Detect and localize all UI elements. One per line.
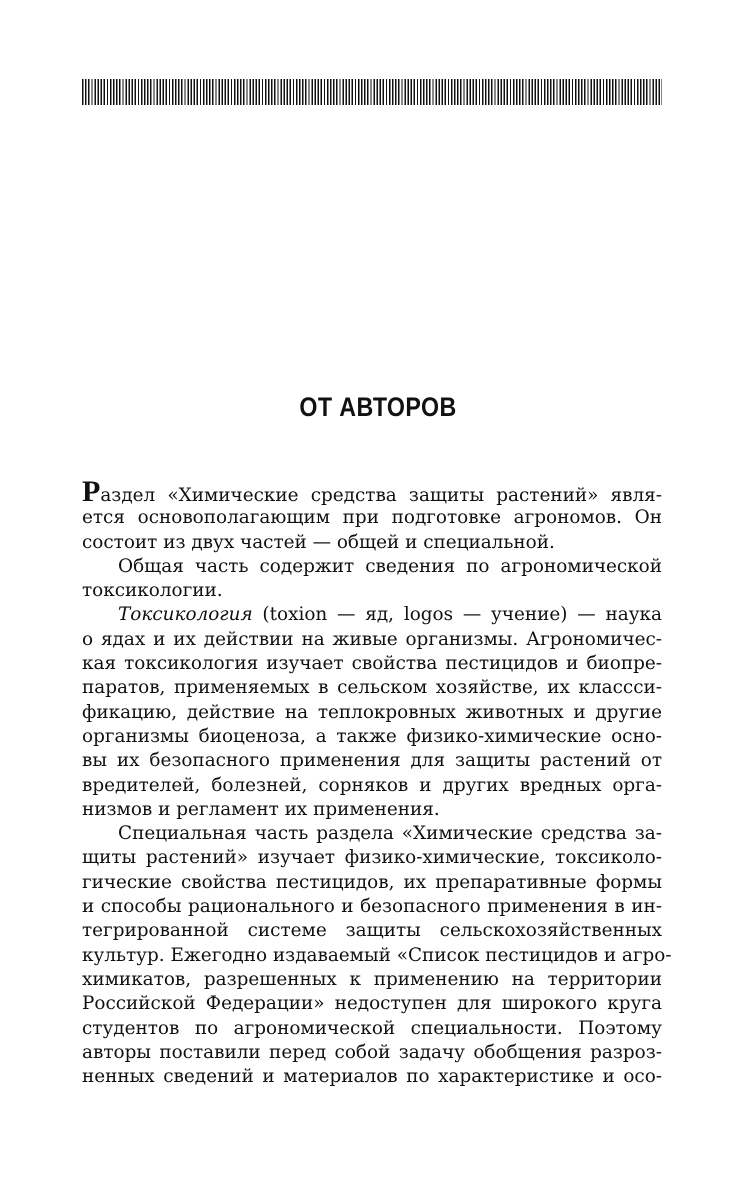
text-line: щиты растений» изучает физико-химические, токсиколо- — [82, 847, 662, 869]
text-line: химикатов, разрешенных к применению на территории — [82, 968, 662, 990]
text-line: вы их безопасного применения для защиты растений от — [82, 750, 662, 772]
text-line: кая токсикология изучает свойства пестицидов и биопре- — [82, 653, 662, 675]
decorative-header-rule — [82, 79, 662, 105]
text-line: ненных сведений и материалов по характеристике и осо- — [82, 1066, 662, 1088]
text-line: ется основополагающим при подготовке агрономов. Он — [82, 507, 662, 529]
text-line: студентов по агрономической специальности. Поэтому — [82, 1017, 662, 1039]
text-line: Токсикология (toxion — яд, logos — учение) — наука — [118, 604, 662, 626]
text-line: паратов, применяемых в сельском хозяйстве, их классси- — [82, 677, 662, 699]
text-line: токсикологии. — [82, 580, 223, 602]
text-line: Специальная часть раздела «Химические средства за- — [118, 823, 662, 845]
text-line: Общая часть содержит сведения по агрономической — [118, 555, 662, 577]
text-line: Российской Федерации» недоступен для широкого круга — [82, 993, 662, 1015]
drop-cap: Р — [82, 475, 101, 508]
text-line: вредителей, болезней, сорняков и других вредных орга- — [82, 774, 662, 796]
text-line: организмы биоценоза, а также физико-химические осно- — [82, 725, 662, 747]
text-line: авторы поставили перед собой задачу обобщения разроз- — [82, 1041, 662, 1063]
text-line: низмов и регламент их применения. — [82, 798, 440, 820]
body-text — [82, 475, 672, 1089]
italic-term: Токсикология — [118, 604, 253, 626]
page-title: ОТ АВТОРОВ — [299, 392, 457, 422]
text-line: Раздел «Химические средства защиты растений» явля- — [82, 475, 662, 508]
text-line: и способы рационального и безопасного применения в ин- — [82, 896, 662, 918]
text-line: гические свойства пестицидов, их препаративные формы — [82, 871, 662, 893]
text-line: состоит из двух частей — общей и специальной. — [82, 531, 555, 553]
text-line: фикацию, действие на теплокровных животных и другие — [82, 701, 662, 723]
text-line: культур. Ежегодно издаваемый «Список пестицидов и агро- — [82, 944, 672, 966]
text-line: тегрированной системе защиты сельскохозяйственных — [82, 920, 662, 942]
text-line: о ядах и их действии на живые организмы. Агрономичес- — [82, 628, 662, 650]
